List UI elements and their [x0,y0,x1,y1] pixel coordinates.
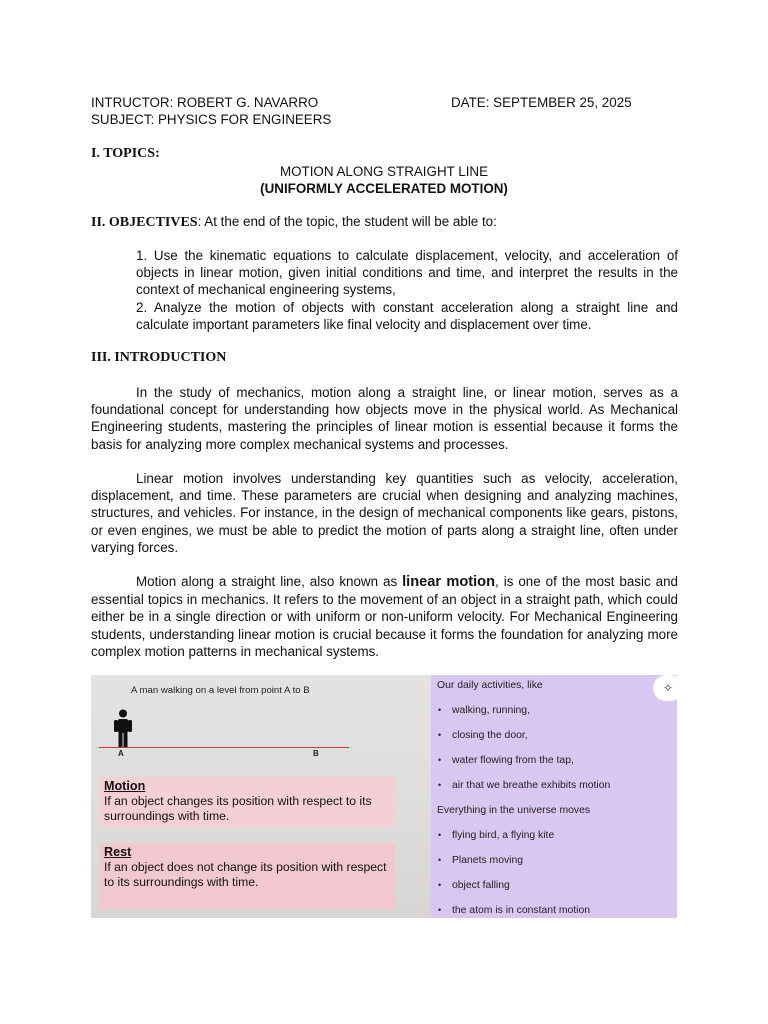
topic-subtitle: (UNIFORMLY ACCELERATED MOTION) [260,181,508,196]
slide-right-panel [431,675,677,918]
universe-heading: Everything in the universe moves [437,805,591,816]
slide-left-panel [91,675,431,918]
intro-paragraph-3 [91,573,678,660]
universe-item: • flying bird, a flying kite [438,830,554,841]
rest-definition-box [100,843,395,909]
motion-text: If an object changes its position with respect to its surroundings with time. [104,794,372,823]
objective-item-2: 2. Analyze the motion of objects with constant acceleration along a straight line and calculate important parameters like final velocity and displacement over time. [136,299,678,332]
objectives-list [136,247,678,333]
topic-title: MOTION ALONG STRAIGHT LINE [279,164,489,179]
topics-heading: I. TOPICS: [91,146,160,161]
daily-item: • water flowing from the tap, [438,755,574,766]
universe-item: • the atom is in constant motion [438,905,590,916]
daily-item: • walking, running, [438,705,530,716]
objectives-line [91,213,497,231]
rest-title: Rest [104,845,132,859]
instructor-line: INTRUCTOR: ROBERT G. NAVARRO [91,95,319,110]
walking-caption: A man walking on a level from point A to B [131,685,310,696]
daily-item: • closing the door, [438,730,528,741]
objectives-heading: II. OBJECTIVES [91,215,198,230]
daily-item: • air that we breathe exhibits motion [438,780,610,791]
p3-bold-term: linear motion [402,574,496,590]
subject-line: SUBJECT: PHYSICS FOR ENGINEERS [91,112,332,127]
daily-heading: Our daily activities, like [437,680,543,691]
motion-slide-image [91,675,677,918]
universe-item: • object falling [438,880,510,891]
p3-after: , is one of the most basic and essential topics in mechanics. It refers to the movement of an object in a straight path, which could either be in a single direction or with uniform or non-uniform velocity. For Mechanical Engineering students, understanding linear motion is crucial because it forms the foundation for analyzing more complex motion patterns in mechanical systems. [91,574,678,659]
intro-paragraph-2: Linear motion involves understanding key quantities such as velocity, acceleration, displacement, and time. These parameters are crucial when designing and analyzing machines, structures, and vehicles. For instance, in the design of mechanical components like gears, pistons, or even engines, we must be able to predict the motion of parts along a straight line, often under varying forces. [91,471,678,555]
intro-paragraph-1: In the study of mechanics, motion along a straight line, or linear motion, serves as a foundational concept for understanding how objects move in the physical world. As Mechanical Engineering students, mastering the principles of linear motion is essential because it forms the basis for analyzing more complex mechanical systems and processes. [91,385,678,452]
motion-title: Motion [104,779,146,793]
p3-before: Motion along a straight line, also known as [136,574,403,589]
point-a-label: A [118,749,124,758]
date-line: DATE: SEPTEMBER 25, 2025 [451,95,632,110]
objective-item-1: 1. Use the kinematic equations to calculate displacement, velocity, and acceleration of objects in linear motion, given initial conditions and time, and interpret the results in the context of mechanical engineering systems, [136,248,678,298]
universe-item: • Planets moving [438,855,523,866]
sparkle-icon: ✧ [653,675,677,701]
objectives-intro: : At the end of the topic, the student will be able to: [197,214,497,229]
introduction-heading: III. INTRODUCTION [91,350,227,365]
ground-line [99,747,349,748]
rest-text: If an object does not change its position with respect to its surroundings with time. [104,860,387,889]
person-icon [111,709,135,749]
point-b-label: B [313,749,319,758]
motion-definition-box [100,777,395,827]
